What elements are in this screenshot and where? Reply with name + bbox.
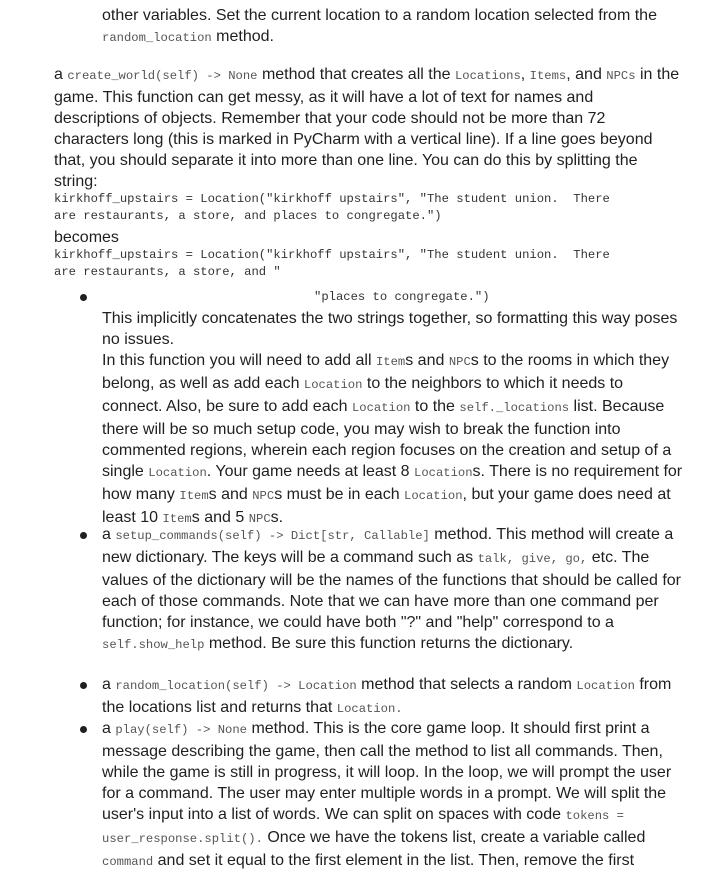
- inline-code: tokens = user_response.split().: [102, 809, 624, 846]
- inline-code: talk, give, go,: [477, 552, 588, 566]
- inline-code: Item: [375, 355, 406, 369]
- bullet-item-setup-commands: a setup_commands(self) -> Dict[str, Callable] method. This method will create a new dictionary. The keys will be a command such as talk, give, go, etc. The values of the dictionary will be the names of the functions that should be called for each of those commands. Note that we can have more than one command per function; for instance, we could have both "?" and "help" correspond to a self.show_help method. Be sure this function returns the dictionary.: [102, 526, 682, 652]
- inline-code: Location: [351, 401, 411, 415]
- inline-code: random_location(self) -> Location: [115, 679, 357, 693]
- bullet-marker: [80, 726, 87, 733]
- code-example-before: [54, 191, 610, 225]
- code-line: kirkhoff_upstairs = Location("kirkhoff upstairs", "The student union. There: [54, 192, 610, 206]
- inline-code: NPCs: [606, 69, 636, 83]
- bullet-item-create-world-notes: This implicitly concatenates the two strings together, so formatting this way poses no issues. In this function you will need to add all Items and NPCs to the rooms in which they belong, as well as add each Location to the neighbors to which it needs to connect. Also, be sure to add each Location to the self._locations list. Because there will be so much setup code, you may wish to break the function into commented regions, wherein each region focuses on the creation and setup of a single Location. Your game needs at least 8 Locations. There is no requirement for how many Items and NPCs must be in each Location, but your game does need at least 10 Items and 5 NPCs.: [102, 310, 683, 526]
- inline-code: Item: [162, 512, 192, 526]
- inline-code: self._locations: [459, 401, 570, 415]
- inline-code: play(self) -> None: [115, 723, 247, 737]
- bullet-marker: [80, 532, 87, 539]
- inline-code: Location: [303, 378, 363, 392]
- inline-code: self.show_help: [102, 638, 205, 652]
- inline-code: create_world(self) -> None: [67, 69, 258, 83]
- bullet-item-play: a play(self) -> None method. This is the core game loop. It should first print a message describing the game, then call the method to list all commands. Then, while the game is still in progress, it will loop. In the loop, we will prompt the user for a command. The user may enter multiple words in a prompt. We will split the user's input into a list of words. We can split on spaces with code tokens = user_response.split(). Once we have the tokens list, create a variable called command and set it equal to the first element in the list. Then, remove the first: [102, 720, 672, 869]
- bullet-marker: [80, 682, 87, 689]
- inline-code: Location: [148, 466, 207, 480]
- inline-code: Location: [576, 679, 635, 693]
- intro-paragraph: other variables. Set the current location to a random location selected from the random_location method.: [102, 7, 657, 45]
- inline-code: command: [102, 855, 154, 869]
- code-example-after: [54, 247, 610, 281]
- code-line-continued: [314, 289, 490, 306]
- inline-code: NPC: [248, 512, 271, 526]
- code-line: "places to congregate."): [314, 290, 490, 304]
- inline-code: NPC: [448, 355, 471, 369]
- inline-code: Items: [529, 69, 567, 83]
- inline-code: Item: [179, 489, 209, 503]
- code-line: are restaurants, a store, and ": [54, 265, 281, 279]
- code-line: are restaurants, a store, and places to congregate."): [54, 209, 442, 223]
- code-line: kirkhoff_upstairs = Location("kirkhoff upstairs", "The student union. There: [54, 248, 610, 262]
- inline-code: Locations: [454, 69, 521, 83]
- intro-text: other variables. Set the current location to a random location selected from the: [102, 7, 657, 24]
- becomes-label: becomes: [54, 229, 119, 246]
- bullet-item-random-location: a random_location(self) -> Location method that selects a random Location from the locations list and returns that Location.: [102, 676, 672, 716]
- inline-code: random_location: [102, 31, 212, 45]
- bullet-marker: [80, 294, 87, 301]
- bullet-text: This implicitly concatenates the two strings together, so formatting this way poses no issues.: [102, 310, 678, 348]
- inline-code: setup_commands(self) -> Dict[str, Callable]: [115, 529, 430, 543]
- inline-code: Location: [404, 489, 463, 503]
- inline-code: NPC: [252, 489, 275, 503]
- inline-code: Location: [414, 466, 473, 480]
- inline-code: Location.: [336, 702, 403, 716]
- create-world-paragraph: a create_world(self) -> None method that creates all the Locations, Items, and NPCs in the game. This function can get messy, as it will have a lot of text for names and descriptions of objects. Remember that your code should not be more than 72 characters long (this is marked in PyCharm with a vertical line). If a line goes beyond that, you should separate it into more than one line. You can do this by splitting the string:: [54, 66, 680, 190]
